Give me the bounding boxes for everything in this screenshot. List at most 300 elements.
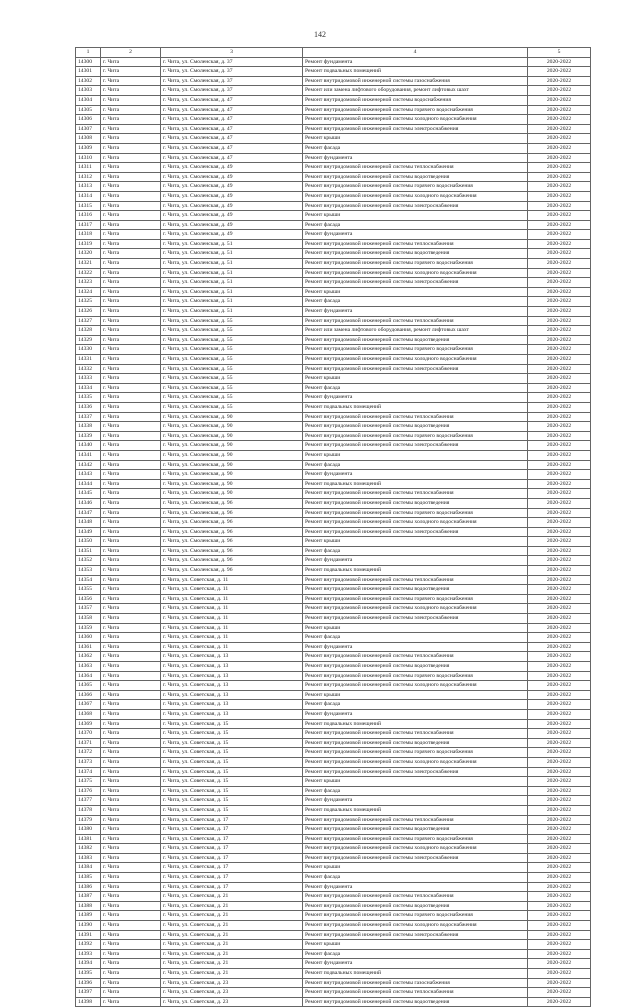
municipality-cell: г. Чита — [101, 825, 161, 835]
municipality-cell: г. Чита — [101, 335, 161, 345]
address-cell: г. Чита, ул. Советская, д. 11 — [161, 575, 303, 585]
table-row — [76, 307, 591, 317]
row-number-cell: 14367 — [76, 700, 101, 710]
row-number-cell: 14384 — [76, 863, 101, 873]
row-number-cell: 14337 — [76, 412, 101, 422]
address-cell: г. Чита, ул. Смоленская, д. 47 — [161, 143, 303, 153]
table-row — [76, 326, 591, 336]
municipality-cell: г. Чита — [101, 498, 161, 508]
work-type-cell: Ремонт внутридомовой инженерной системы холодного водоснабжения — [303, 268, 528, 278]
table-row — [76, 585, 591, 595]
address-cell: г. Чита, ул. Смоленская, д. 55 — [161, 316, 303, 326]
work-type-cell: Ремонт внутридомовой инженерной системы электроснабжения — [303, 527, 528, 537]
municipality-cell: г. Чита — [101, 287, 161, 297]
table-row — [76, 700, 591, 710]
period-cell: 2020-2022 — [528, 767, 591, 777]
row-number-cell: 14306 — [76, 115, 101, 125]
address-cell: г. Чита, ул. Советская, д. 21 — [161, 921, 303, 931]
row-number-cell: 14370 — [76, 729, 101, 739]
table-row — [76, 498, 591, 508]
period-cell: 2020-2022 — [528, 700, 591, 710]
address-cell: г. Чита, ул. Советская, д. 21 — [161, 930, 303, 940]
work-type-cell: Ремонт крыши — [303, 374, 528, 384]
table-row — [76, 86, 591, 96]
address-cell: г. Чита, ул. Смоленская, д. 90 — [161, 479, 303, 489]
municipality-cell: г. Чита — [101, 259, 161, 269]
period-cell: 2020-2022 — [528, 815, 591, 825]
period-cell: 2020-2022 — [528, 575, 591, 585]
address-cell: г. Чита, ул. Смоленская, д. 51 — [161, 259, 303, 269]
table-row — [76, 153, 591, 163]
address-cell: г. Чита, ул. Советская, д. 11 — [161, 642, 303, 652]
table-header-row — [76, 48, 591, 58]
municipality-cell: г. Чита — [101, 614, 161, 624]
work-type-cell: Ремонт фундамента — [303, 642, 528, 652]
address-cell: г. Чита, ул. Смоленская, д. 55 — [161, 326, 303, 336]
row-number-cell: 14321 — [76, 259, 101, 269]
work-type-cell: Ремонт фасада — [303, 143, 528, 153]
work-type-cell: Ремонт фундамента — [303, 709, 528, 719]
row-number-cell: 14358 — [76, 614, 101, 624]
address-cell: г. Чита, ул. Смоленская, д. 47 — [161, 95, 303, 105]
address-cell: г. Чита, ул. Смоленская, д. 55 — [161, 393, 303, 403]
period-cell: 2020-2022 — [528, 844, 591, 854]
address-cell: г. Чита, ул. Смоленская, д. 51 — [161, 297, 303, 307]
municipality-cell: г. Чита — [101, 738, 161, 748]
row-number-cell: 14319 — [76, 239, 101, 249]
table-row — [76, 220, 591, 230]
municipality-cell: г. Чита — [101, 930, 161, 940]
work-type-cell: Ремонт внутридомовой инженерной системы горячего водоснабжения — [303, 431, 528, 441]
row-number-cell: 14378 — [76, 805, 101, 815]
table-row — [76, 76, 591, 86]
period-cell: 2020-2022 — [528, 249, 591, 259]
municipality-cell: г. Чита — [101, 566, 161, 576]
municipality-cell: г. Чита — [101, 604, 161, 614]
address-cell: г. Чита, ул. Советская, д. 21 — [161, 949, 303, 959]
period-cell: 2020-2022 — [528, 930, 591, 940]
table-row — [76, 422, 591, 432]
municipality-cell: г. Чита — [101, 892, 161, 902]
address-cell: г. Чита, ул. Советская, д. 15 — [161, 719, 303, 729]
address-cell: г. Чита, ул. Смоленская, д. 90 — [161, 489, 303, 499]
municipality-cell: г. Чита — [101, 575, 161, 585]
table-row — [76, 268, 591, 278]
municipality-cell: г. Чита — [101, 777, 161, 787]
period-cell: 2020-2022 — [528, 326, 591, 336]
table-row — [76, 748, 591, 758]
work-type-cell: Ремонт крыши — [303, 450, 528, 460]
municipality-cell: г. Чита — [101, 278, 161, 288]
period-cell: 2020-2022 — [528, 738, 591, 748]
period-cell: 2020-2022 — [528, 383, 591, 393]
municipality-cell: г. Чита — [101, 786, 161, 796]
period-cell: 2020-2022 — [528, 748, 591, 758]
period-cell: 2020-2022 — [528, 95, 591, 105]
period-cell: 2020-2022 — [528, 805, 591, 815]
row-number-cell: 14381 — [76, 834, 101, 844]
municipality-cell: г. Чита — [101, 67, 161, 77]
period-cell: 2020-2022 — [528, 239, 591, 249]
address-cell: г. Чита, ул. Советская, д. 11 — [161, 585, 303, 595]
municipality-cell: г. Чита — [101, 633, 161, 643]
municipality-cell: г. Чита — [101, 95, 161, 105]
period-cell: 2020-2022 — [528, 690, 591, 700]
row-number-cell: 14398 — [76, 997, 101, 1007]
row-number-cell: 14318 — [76, 230, 101, 240]
municipality-cell: г. Чита — [101, 556, 161, 566]
address-cell: г. Чита, ул. Смоленская, д. 96 — [161, 527, 303, 537]
period-cell: 2020-2022 — [528, 681, 591, 691]
municipality-cell: г. Чита — [101, 997, 161, 1007]
address-cell: г. Чита, ул. Советская, д. 15 — [161, 786, 303, 796]
work-type-cell: Ремонт внутридомовой инженерной системы холодного водоснабжения — [303, 518, 528, 528]
address-cell: г. Чита, ул. Советская, д. 17 — [161, 815, 303, 825]
address-cell: г. Чита, ул. Советская, д. 23 — [161, 997, 303, 1007]
address-cell: г. Чита, ул. Смоленская, д. 47 — [161, 115, 303, 125]
period-cell: 2020-2022 — [528, 969, 591, 979]
work-type-cell: Ремонт фасада — [303, 383, 528, 393]
column-header-address: 3 — [161, 48, 303, 58]
table-row — [76, 777, 591, 787]
table-row — [76, 470, 591, 480]
address-cell: г. Чита, ул. Смоленская, д. 55 — [161, 345, 303, 355]
work-type-cell: Ремонт внутридомовой инженерной системы водоотведения — [303, 738, 528, 748]
period-cell: 2020-2022 — [528, 172, 591, 182]
work-type-cell: Ремонт подвальных помещений — [303, 719, 528, 729]
work-type-cell: Ремонт фасада — [303, 297, 528, 307]
municipality-cell: г. Чита — [101, 921, 161, 931]
period-cell: 2020-2022 — [528, 431, 591, 441]
table-row — [76, 518, 591, 528]
work-type-cell: Ремонт крыши — [303, 537, 528, 547]
work-type-cell: Ремонт внутридомовой инженерной системы электроснабжения — [303, 278, 528, 288]
address-cell: г. Чита, ул. Смоленская, д. 47 — [161, 105, 303, 115]
municipality-cell: г. Чита — [101, 153, 161, 163]
municipality-cell: г. Чита — [101, 76, 161, 86]
work-type-cell: Ремонт внутридомовой инженерной системы теплоснабжения — [303, 652, 528, 662]
address-cell: г. Чита, ул. Советская, д. 15 — [161, 777, 303, 787]
table-row — [76, 633, 591, 643]
work-type-cell: Ремонт внутридомовой инженерной системы водоотведения — [303, 825, 528, 835]
row-number-cell: 14330 — [76, 345, 101, 355]
table-row — [76, 191, 591, 201]
period-cell: 2020-2022 — [528, 556, 591, 566]
row-number-cell: 14331 — [76, 355, 101, 365]
work-type-cell: Ремонт внутридомовой инженерной системы горячего водоснабжения — [303, 259, 528, 269]
address-cell: г. Чита, ул. Советская, д. 21 — [161, 911, 303, 921]
row-number-cell: 14329 — [76, 335, 101, 345]
row-number-cell: 14325 — [76, 297, 101, 307]
table-row — [76, 105, 591, 115]
table-row — [76, 249, 591, 259]
address-cell: г. Чита, ул. Советская, д. 13 — [161, 709, 303, 719]
period-cell: 2020-2022 — [528, 604, 591, 614]
table-row — [76, 997, 591, 1007]
address-cell: г. Чита, ул. Смоленская, д. 55 — [161, 383, 303, 393]
table-row — [76, 95, 591, 105]
row-number-cell: 14327 — [76, 316, 101, 326]
address-cell: г. Чита, ул. Советская, д. 13 — [161, 681, 303, 691]
table-row — [76, 930, 591, 940]
period-cell: 2020-2022 — [528, 671, 591, 681]
table-row — [76, 479, 591, 489]
table-row — [76, 345, 591, 355]
table-row — [76, 575, 591, 585]
row-number-cell: 14356 — [76, 594, 101, 604]
work-type-cell: Ремонт фасада — [303, 873, 528, 883]
work-type-cell: Ремонт внутридомовой инженерной системы водоотведения — [303, 335, 528, 345]
period-cell: 2020-2022 — [528, 901, 591, 911]
period-cell: 2020-2022 — [528, 729, 591, 739]
municipality-cell: г. Чита — [101, 719, 161, 729]
column-header-number: 1 — [76, 48, 101, 58]
row-number-cell: 14365 — [76, 681, 101, 691]
period-cell: 2020-2022 — [528, 364, 591, 374]
municipality-cell: г. Чита — [101, 949, 161, 959]
table-row — [76, 853, 591, 863]
municipality-cell: г. Чита — [101, 690, 161, 700]
municipality-cell: г. Чита — [101, 834, 161, 844]
row-number-cell: 14300 — [76, 57, 101, 67]
address-cell: г. Чита, ул. Советская, д. 23 — [161, 988, 303, 998]
address-cell: г. Чита, ул. Смоленская, д. 90 — [161, 460, 303, 470]
table-row — [76, 988, 591, 998]
work-type-cell: Ремонт внутридомовой инженерной системы электроснабжения — [303, 614, 528, 624]
period-cell: 2020-2022 — [528, 76, 591, 86]
work-type-cell: Ремонт внутридомовой инженерной системы холодного водоснабжения — [303, 681, 528, 691]
period-cell: 2020-2022 — [528, 460, 591, 470]
municipality-cell: г. Чита — [101, 431, 161, 441]
period-cell: 2020-2022 — [528, 949, 591, 959]
period-cell: 2020-2022 — [528, 825, 591, 835]
period-cell: 2020-2022 — [528, 940, 591, 950]
row-number-cell: 14372 — [76, 748, 101, 758]
work-type-cell: Ремонт подвальных помещений — [303, 402, 528, 412]
row-number-cell: 14326 — [76, 307, 101, 317]
table-row — [76, 383, 591, 393]
work-type-cell: Ремонт фундамента — [303, 556, 528, 566]
period-cell: 2020-2022 — [528, 316, 591, 326]
period-cell: 2020-2022 — [528, 278, 591, 288]
row-number-cell: 14394 — [76, 959, 101, 969]
period-cell: 2020-2022 — [528, 230, 591, 240]
table-row — [76, 834, 591, 844]
row-number-cell: 14314 — [76, 191, 101, 201]
work-type-cell: Ремонт фундамента — [303, 230, 528, 240]
period-cell: 2020-2022 — [528, 393, 591, 403]
address-cell: г. Чита, ул. Советская, д. 15 — [161, 767, 303, 777]
period-cell: 2020-2022 — [528, 355, 591, 365]
address-cell: г. Чита, ул. Смоленская, д. 37 — [161, 57, 303, 67]
table-row — [76, 239, 591, 249]
table-row — [76, 815, 591, 825]
address-cell: г. Чита, ул. Смоленская, д. 47 — [161, 124, 303, 134]
table-row — [76, 412, 591, 422]
address-cell: г. Чита, ул. Советская, д. 15 — [161, 805, 303, 815]
row-number-cell: 14322 — [76, 268, 101, 278]
address-cell: г. Чита, ул. Советская, д. 23 — [161, 978, 303, 988]
work-type-cell: Ремонт внутридомовой инженерной системы водоотведения — [303, 498, 528, 508]
address-cell: г. Чита, ул. Смоленская, д. 51 — [161, 287, 303, 297]
period-cell: 2020-2022 — [528, 268, 591, 278]
address-cell: г. Чита, ул. Советская, д. 21 — [161, 892, 303, 902]
municipality-cell: г. Чита — [101, 307, 161, 317]
row-number-cell: 14303 — [76, 86, 101, 96]
address-cell: г. Чита, ул. Смоленская, д. 55 — [161, 402, 303, 412]
address-cell: г. Чита, ул. Смоленская, д. 96 — [161, 498, 303, 508]
work-type-cell: Ремонт внутридомовой инженерной системы водоотведения — [303, 585, 528, 595]
row-number-cell: 14316 — [76, 211, 101, 221]
work-type-cell: Ремонт фундамента — [303, 796, 528, 806]
municipality-cell: г. Чита — [101, 901, 161, 911]
row-number-cell: 14347 — [76, 508, 101, 518]
row-number-cell: 14363 — [76, 662, 101, 672]
row-number-cell: 14341 — [76, 450, 101, 460]
row-number-cell: 14385 — [76, 873, 101, 883]
municipality-cell: г. Чита — [101, 249, 161, 259]
table-row — [76, 757, 591, 767]
period-cell: 2020-2022 — [528, 124, 591, 134]
period-cell: 2020-2022 — [528, 287, 591, 297]
row-number-cell: 14323 — [76, 278, 101, 288]
address-cell: г. Чита, ул. Смоленская, д. 49 — [161, 220, 303, 230]
address-cell: г. Чита, ул. Смоленская, д. 55 — [161, 335, 303, 345]
table-row — [76, 172, 591, 182]
table-row — [76, 767, 591, 777]
row-number-cell: 14345 — [76, 489, 101, 499]
address-cell: г. Чита, ул. Смоленская, д. 49 — [161, 201, 303, 211]
period-cell: 2020-2022 — [528, 719, 591, 729]
column-header-work-type: 4 — [303, 48, 528, 58]
period-cell: 2020-2022 — [528, 892, 591, 902]
work-type-cell: Ремонт крыши — [303, 287, 528, 297]
work-type-cell: Ремонт внутридомовой инженерной системы газоснабжения — [303, 978, 528, 988]
period-cell: 2020-2022 — [528, 623, 591, 633]
period-cell: 2020-2022 — [528, 163, 591, 173]
table-row — [76, 201, 591, 211]
address-cell: г. Чита, ул. Смоленская, д. 90 — [161, 431, 303, 441]
table-row — [76, 863, 591, 873]
municipality-cell: г. Чита — [101, 959, 161, 969]
work-type-cell: Ремонт внутридомовой инженерной системы теплоснабжения — [303, 892, 528, 902]
row-number-cell: 14386 — [76, 882, 101, 892]
municipality-cell: г. Чита — [101, 873, 161, 883]
work-type-cell: Ремонт внутридомовой инженерной системы холодного водоснабжения — [303, 757, 528, 767]
period-cell: 2020-2022 — [528, 191, 591, 201]
work-type-cell: Ремонт внутридомовой инженерной системы горячего водоснабжения — [303, 748, 528, 758]
table-row — [76, 873, 591, 883]
row-number-cell: 14304 — [76, 95, 101, 105]
municipality-cell: г. Чита — [101, 383, 161, 393]
table-row — [76, 921, 591, 931]
period-cell: 2020-2022 — [528, 786, 591, 796]
municipality-cell: г. Чита — [101, 805, 161, 815]
municipality-cell: г. Чита — [101, 57, 161, 67]
address-cell: г. Чита, ул. Смоленская, д. 96 — [161, 508, 303, 518]
work-type-cell: Ремонт внутридомовой инженерной системы водоснабжения — [303, 95, 528, 105]
table-row — [76, 115, 591, 125]
table-row — [76, 566, 591, 576]
row-number-cell: 14383 — [76, 853, 101, 863]
table-body — [76, 57, 591, 1007]
row-number-cell: 14361 — [76, 642, 101, 652]
period-cell: 2020-2022 — [528, 921, 591, 931]
table-row — [76, 614, 591, 624]
municipality-cell: г. Чита — [101, 815, 161, 825]
table-row — [76, 892, 591, 902]
work-type-cell: Ремонт крыши — [303, 134, 528, 144]
table-row — [76, 508, 591, 518]
row-number-cell: 14376 — [76, 786, 101, 796]
municipality-cell: г. Чита — [101, 422, 161, 432]
row-number-cell: 14369 — [76, 719, 101, 729]
period-cell: 2020-2022 — [528, 143, 591, 153]
address-cell: г. Чита, ул. Смоленская, д. 90 — [161, 412, 303, 422]
municipality-cell: г. Чита — [101, 191, 161, 201]
work-type-cell: Ремонт фундамента — [303, 153, 528, 163]
work-type-cell: Ремонт внутридомовой инженерной системы холодного водоснабжения — [303, 115, 528, 125]
period-cell: 2020-2022 — [528, 402, 591, 412]
row-number-cell: 14313 — [76, 182, 101, 192]
work-type-cell: Ремонт крыши — [303, 623, 528, 633]
table-row — [76, 527, 591, 537]
row-number-cell: 14389 — [76, 911, 101, 921]
row-number-cell: 14396 — [76, 978, 101, 988]
work-type-cell: Ремонт внутридомовой инженерной системы газоснабжения — [303, 76, 528, 86]
work-type-cell: Ремонт подвальных помещений — [303, 67, 528, 77]
address-cell: г. Чита, ул. Смоленская, д. 51 — [161, 278, 303, 288]
period-cell: 2020-2022 — [528, 489, 591, 499]
row-number-cell: 14397 — [76, 988, 101, 998]
work-type-cell: Ремонт внутридомовой инженерной системы электроснабжения — [303, 767, 528, 777]
municipality-cell: г. Чита — [101, 642, 161, 652]
table-row — [76, 969, 591, 979]
municipality-cell: г. Чита — [101, 623, 161, 633]
row-number-cell: 14387 — [76, 892, 101, 902]
table-row — [76, 719, 591, 729]
municipality-cell: г. Чита — [101, 105, 161, 115]
period-cell: 2020-2022 — [528, 422, 591, 432]
table-row — [76, 709, 591, 719]
work-type-cell: Ремонт фундамента — [303, 882, 528, 892]
period-cell: 2020-2022 — [528, 614, 591, 624]
work-type-cell: Ремонт внутридомовой инженерной системы электроснабжения — [303, 441, 528, 451]
work-type-cell: Ремонт подвальных помещений — [303, 969, 528, 979]
period-cell: 2020-2022 — [528, 441, 591, 451]
municipality-cell: г. Чита — [101, 230, 161, 240]
row-number-cell: 14350 — [76, 537, 101, 547]
municipality-cell: г. Чита — [101, 393, 161, 403]
table-row — [76, 652, 591, 662]
period-cell: 2020-2022 — [528, 307, 591, 317]
work-type-cell: Ремонт внутридомовой инженерной системы теплоснабжения — [303, 988, 528, 998]
address-cell: г. Чита, ул. Смоленская, д. 90 — [161, 441, 303, 451]
municipality-cell: г. Чита — [101, 479, 161, 489]
address-cell: г. Чита, ул. Смоленская, д. 47 — [161, 134, 303, 144]
address-cell: г. Чита, ул. Смоленская, д. 49 — [161, 172, 303, 182]
work-type-cell: Ремонт фундамента — [303, 57, 528, 67]
municipality-cell: г. Чита — [101, 220, 161, 230]
period-cell: 2020-2022 — [528, 642, 591, 652]
table-row — [76, 594, 591, 604]
row-number-cell: 14302 — [76, 76, 101, 86]
work-type-cell: Ремонт внутридомовой инженерной системы холодного водоснабжения — [303, 844, 528, 854]
address-cell: г. Чита, ул. Смоленская, д. 47 — [161, 153, 303, 163]
table-row — [76, 556, 591, 566]
municipality-cell: г. Чита — [101, 364, 161, 374]
row-number-cell: 14364 — [76, 671, 101, 681]
